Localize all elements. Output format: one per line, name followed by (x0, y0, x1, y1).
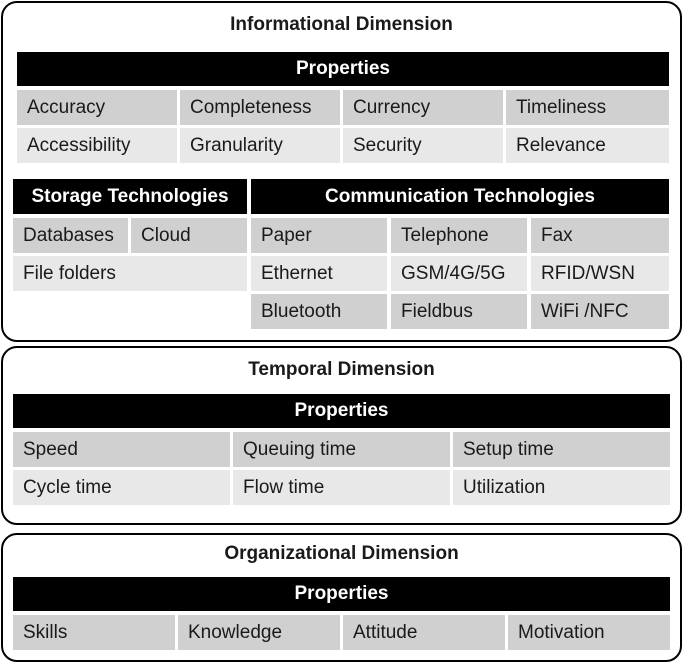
storage-technologies-header: Storage Technologies (13, 179, 247, 214)
informational-dimension-panel (1, 1, 682, 342)
comm-bluetooth: Bluetooth (251, 294, 387, 329)
communication-technologies-header: Communication Technologies (251, 179, 669, 214)
property-granularity: Granularity (180, 128, 340, 163)
property-setup-time: Setup time (453, 432, 670, 467)
storage-cloud: Cloud (131, 218, 247, 253)
property-speed: Speed (13, 432, 230, 467)
property-completeness: Completeness (180, 90, 340, 125)
comm-gsm: GSM/4G/5G (391, 256, 527, 291)
organizational-dimension-panel (1, 533, 682, 662)
temporal-properties-header: Properties (13, 394, 670, 428)
property-cycle-time: Cycle time (13, 470, 230, 505)
property-accessibility: Accessibility (17, 128, 177, 163)
property-flow-time: Flow time (233, 470, 450, 505)
property-accuracy: Accuracy (17, 90, 177, 125)
storage-databases: Databases (13, 218, 128, 253)
property-knowledge: Knowledge (178, 615, 340, 650)
comm-rfid-wsn: RFID/WSN (531, 256, 669, 291)
comm-telephone: Telephone (391, 218, 527, 253)
property-timeliness: Timeliness (506, 90, 669, 125)
organizational-dimension-title: Organizational Dimension (224, 543, 459, 564)
property-queuing-time: Queuing time (233, 432, 450, 467)
property-relevance: Relevance (506, 128, 669, 163)
storage-file-folders: File folders (13, 256, 247, 291)
property-security: Security (343, 128, 503, 163)
temporal-dimension-title: Temporal Dimension (248, 359, 435, 380)
temporal-dimension-panel (1, 346, 682, 525)
property-attitude: Attitude (343, 615, 505, 650)
property-motivation: Motivation (508, 615, 670, 650)
comm-fax: Fax (531, 218, 669, 253)
comm-ethernet: Ethernet (251, 256, 387, 291)
property-currency: Currency (343, 90, 503, 125)
informational-properties-header: Properties (17, 52, 669, 86)
property-utilization: Utilization (453, 470, 670, 505)
comm-paper: Paper (251, 218, 387, 253)
comm-fieldbus: Fieldbus (391, 294, 527, 329)
property-skills: Skills (13, 615, 175, 650)
organizational-properties-header: Properties (13, 577, 670, 611)
informational-dimension-title: Informational Dimension (230, 14, 453, 35)
comm-wifi-nfc: WiFi /NFC (531, 294, 669, 329)
